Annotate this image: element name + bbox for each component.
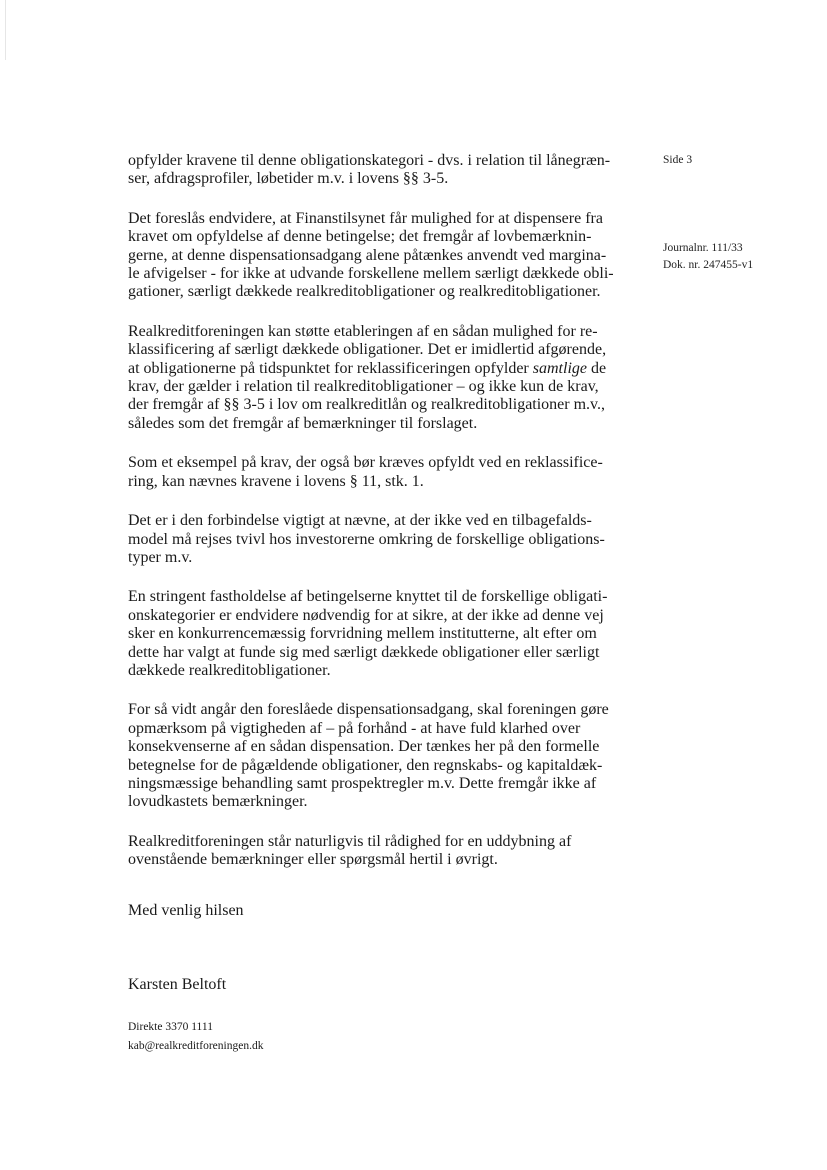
text-line: sker en konkurrencemæssig forvridning mellem institutterne, alt efter om: [128, 625, 597, 643]
text-line: onskategorier er endvidere nødvendig for at sikre, at der ikke ad denne vej: [128, 606, 604, 624]
text-line: model må rejses tvivl hos investorerne omkring de forskellige obligations-: [128, 530, 605, 548]
text-line: Som et eksempel på krav, der også bør kræves opfyldt ved en reklassifice-: [128, 454, 603, 472]
text-line: Realkreditforeningen kan støtte etableringen af en sådan mulighed for re-: [128, 322, 598, 340]
text-line: For så vidt angår den foreslåede dispensationsadgang, skal foreningen gøre: [128, 701, 609, 719]
text-line: Det foreslås endvidere, at Finanstilsynet får mulighed for at dispensere fra: [128, 209, 603, 227]
text-line: der fremgår af §§ 3-5 i lov om realkreditlån og realkreditobligationer m.v.,: [128, 396, 606, 414]
text-line: således som det fremgår af bemærkninger til forslaget.: [128, 414, 478, 432]
body-paragraph: [128, 512, 628, 567]
text-line: kravet om opfyldelse af denne betingelse; det fremgår af lovbemærknin-: [128, 228, 592, 246]
body-paragraph: [128, 701, 628, 811]
text-line: klassificering af særligt dækkede obligationer. Det er imidlertid afgørende,: [128, 341, 607, 359]
emphasized-word: samtlige: [532, 359, 587, 377]
text-line: gationer, særligt dækkede realkreditobligationer og realkreditobligationer.: [128, 283, 601, 301]
text-line: En stringent fastholdelse af betingelserne knyttet til de forskellige obligati-: [128, 588, 608, 606]
text-line: Det er i den forbindelse vigtigt at nævne, at der ikke ved en tilbagefalds-: [128, 512, 592, 530]
contact-email: kab@realkreditforeningen.dk: [128, 1040, 264, 1052]
page-number: Side 3: [663, 154, 693, 166]
contact-block: [128, 1018, 263, 1056]
text-line: opmærksom på vigtigheden af – på forhånd - at have fuld klarhed over: [128, 719, 581, 737]
text-line: ovenstående bemærkninger eller spørgsmål hertil i øvrigt.: [128, 851, 498, 869]
text-line: ser, afdragsprofiler, løbetider m.v. i lovens §§ 3-5.: [128, 170, 449, 188]
text-line: gerne, at denne dispensationsadgang alene påtænkes anvendt ved margina-: [128, 246, 607, 264]
body-paragraph: [128, 454, 628, 491]
text-line: dette har valgt at funde sig med særligt dækkede obligationer eller særligt: [128, 643, 600, 661]
sidebar-reference-block: [663, 152, 813, 274]
text-line: opfylder kravene til denne obligationskategori - dvs. i relation til lånegræn-: [128, 152, 611, 169]
text-line: konsekvenserne af en sådan dispensation. Der tænkes her på den formelle: [128, 738, 600, 756]
text-line: Realkreditforeningen står naturligvis til rådighed for en uddybning af: [128, 832, 572, 850]
body-paragraph: [128, 588, 628, 680]
body-paragraph: [128, 323, 628, 433]
text-line: at obligationerne på tidspunktet for reklassificeringen opfylder: [128, 359, 529, 377]
body-paragraph: [128, 152, 628, 189]
signature-name: Karsten Beltoft: [128, 976, 227, 993]
text-line-with-emphasis: [128, 360, 628, 378]
closing-salutation: Med venlig hilsen: [128, 902, 244, 919]
document-number: Dok. nr. 247455-v1: [663, 259, 754, 271]
text-line: typer m.v.: [128, 548, 193, 566]
journal-number: Journalnr. 111/33: [663, 242, 743, 254]
text-line: ring, kan nævnes kravene i lovens § 11, stk. 1.: [128, 472, 424, 490]
scan-edge-mark: [5, 0, 6, 60]
text-line: dækkede realkreditobligationer.: [128, 661, 331, 679]
text-line: krav, der gælder i relation til realkreditobligationer – og ikke kun de krav,: [128, 378, 599, 396]
text-line: betegnelse for de pågældende obligationer, den regnskabs- og kapitaldæk-: [128, 756, 603, 774]
letter-body: [128, 152, 628, 891]
body-paragraph: [128, 833, 628, 870]
body-paragraph: [128, 210, 628, 302]
text-line: le afvigelser - for ikke at udvande forskellene mellem særligt dækkede obli-: [128, 265, 614, 283]
text-line: ningsmæssige behandling samt prospektregler m.v. Dette fremgår ikke af: [128, 774, 597, 792]
text-line: lovudkastets bemærkninger.: [128, 793, 308, 811]
text-line-tail: de: [590, 359, 607, 377]
contact-phone: Direkte 3370 1111: [128, 1021, 213, 1033]
